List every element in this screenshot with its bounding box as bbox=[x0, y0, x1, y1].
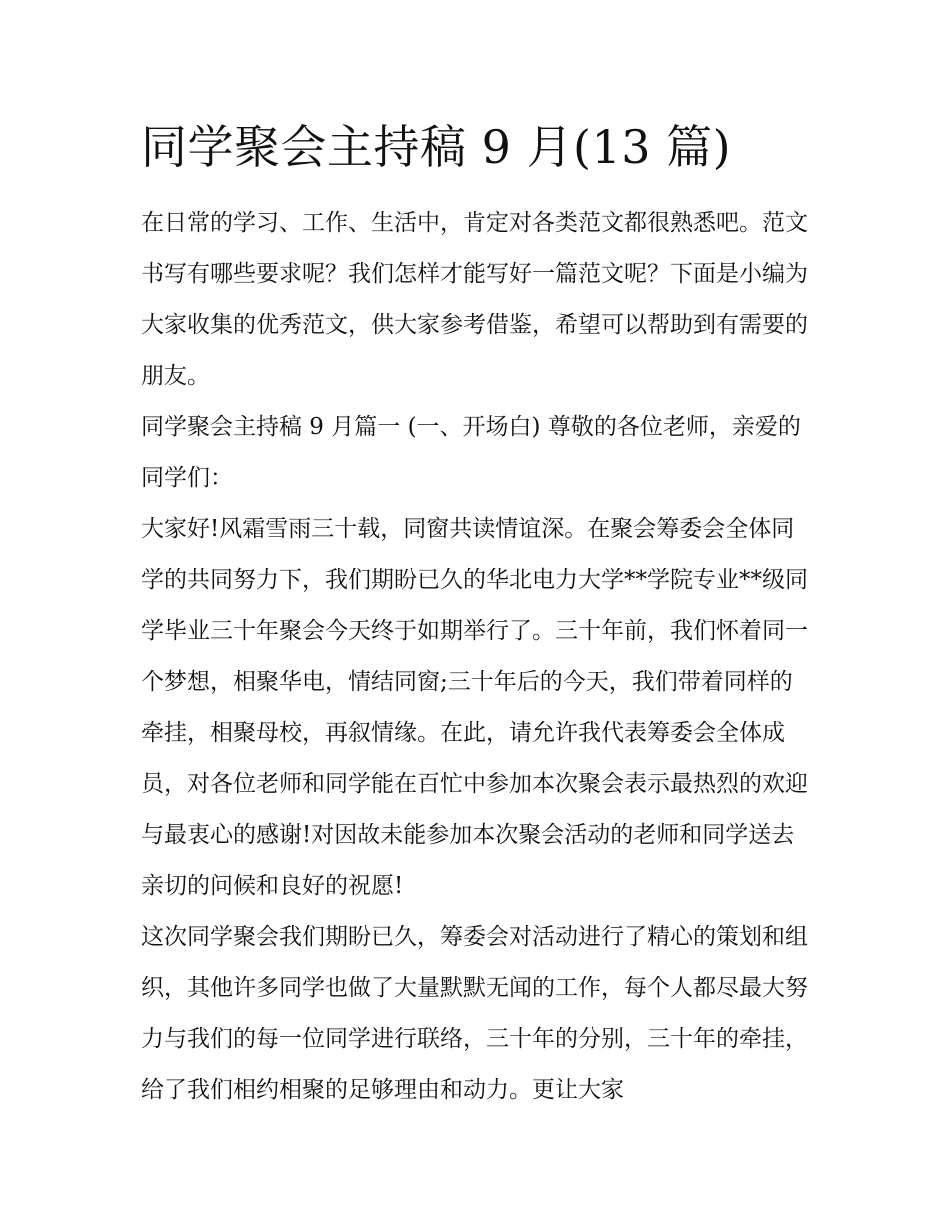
paragraph-preparation: 这次同学聚会我们期盼已久，筹委会对活动进行了精心的策划和组织，其他许多同学也做了大量默默无闻的工作，每个人都尽最大努力与我们的每一位同学进行联络，三十年的分别，三十年的牵挂，给了我们相约相聚的足够理由和动力。更让大家 bbox=[141, 924, 808, 1103]
document-body bbox=[141, 112, 813, 1116]
paragraph-opening: 同学聚会主持稿 9 月篇一 (一、开场白) 尊敬的各位老师，亲爱的同学们： bbox=[141, 414, 801, 491]
paragraph-intro: 在日常的学习、工作、生活中，肯定对各类范文都很熟悉吧。范文书写有哪些要求呢？我们怎样才能写好一篇范文呢？下面是小编为大家收集的优秀范文，供大家参考借鉴，希望可以帮助到有需要的朋友。 bbox=[141, 210, 808, 389]
document-title: 同学聚会主持稿 9 月(13 篇) bbox=[141, 120, 732, 174]
paragraph-greeting: 大家好!风霜雪雨三十载，同窗共读情谊深。在聚会筹委会全体同学的共同努力下，我们期盼已久的华北电力大学**学院专业**级同学毕业三十年聚会今天终于如期举行了。三十年前，我们怀着同一个梦想，相聚华电，情结同窗;三十年后的今天，我们带着同样的牵挂，相聚母校，再叙情缘。在此，请允许我代表筹委会全体成员，对各位老师和同学能在百忙中参加本次聚会表示最热烈的欢迎与最衷心的感谢!对因故未能参加本次聚会活动的老师和同学送去亲切的问候和良好的祝愿! bbox=[141, 516, 808, 899]
